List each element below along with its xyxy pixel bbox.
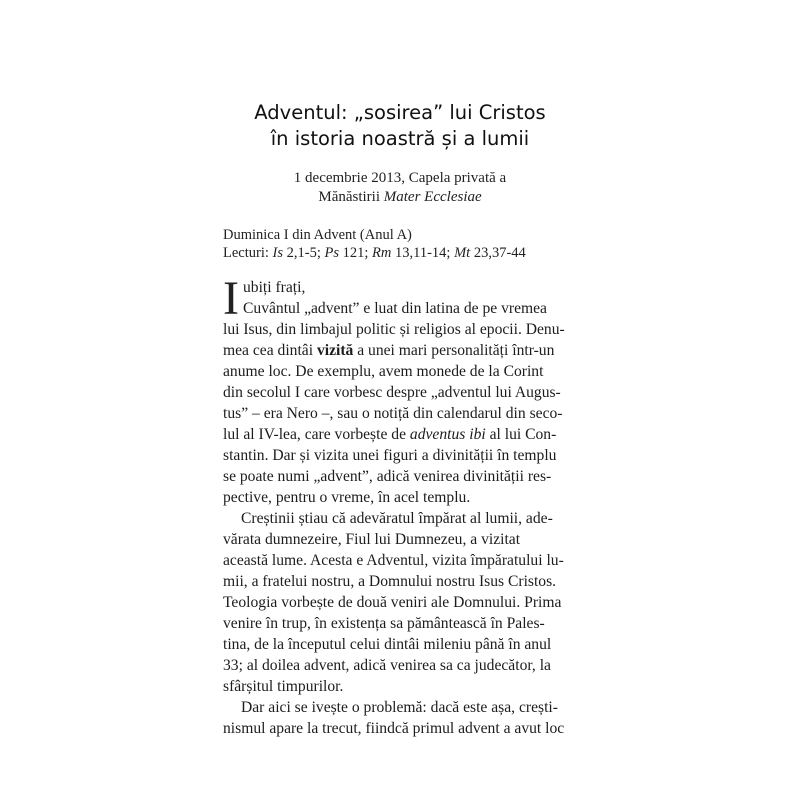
readings-line [223,245,526,262]
text: Cuvântul „advent” e luat din latina de pe vremea [243,300,547,317]
text: venire în trup, în existența sa pământească în Pales- [223,615,545,632]
italic-term: adventus ibi [409,426,486,443]
greeting: ubiți frați, [243,279,306,296]
text-line [223,613,577,634]
text-line [223,550,577,571]
text-line [223,340,577,361]
text-line [223,697,577,718]
text-line [223,277,577,298]
text-line [223,529,577,550]
text-run [223,424,556,445]
liturgical-sunday: Duminica I din Advent (Anul A) [223,227,412,243]
text-line [223,718,577,739]
text: stantin. Dar și vizita unei figuri a divinității în templu [223,447,557,464]
reading-ref: 13,11-14; [391,245,455,261]
text: mea cea dintâi [223,342,317,359]
text: mii, a fratelui nostru, a Domnului nostru Isus Cristos. [223,573,557,590]
text-line [223,403,577,424]
drop-cap: I [223,272,239,325]
text: se poate numi „advent”, adică venirea divinității res- [223,468,552,485]
text: 33; al doilea advent, adică venirea sa ca judecător, la [223,657,551,674]
text-line [223,634,577,655]
text-line [223,445,577,466]
text-run [223,340,554,361]
text: din secolul I care vorbesc despre „adventul lui Augus- [223,384,561,401]
text: al lui Con- [485,426,557,443]
homily-body [223,272,577,739]
text-line [223,592,577,613]
text: tus” – era Nero –, sau o notiță din calendarul din seco- [223,405,563,422]
text-line [223,676,577,697]
text: pective, pentru o vreme, în acel templu. [223,489,471,506]
text-line [223,319,577,340]
text: vărata dumnezeire, Fiul lui Dumnezeu, a vizitat [223,531,521,548]
text: a unei mari personalități într-un [353,342,555,359]
reading-book: Rm [372,245,392,261]
reading-book: Is [272,245,284,261]
date-place-line-1: 1 decembrie 2013, Capela privată a [293,170,507,186]
text-line [223,382,577,403]
place-text: Mănăstirii [318,189,384,205]
text-line [223,655,577,676]
text: nismul apare la trecut, fiindcă primul advent a avut loc [223,720,565,737]
text: Creștinii știau că adevăratul împărat al lumii, ade- [241,510,553,527]
reading-ref: 2,1-5; [283,245,325,261]
reading-ref: 23,37-44 [470,245,526,261]
text-line [223,361,577,382]
text: lui Isus, din limbajul politic și religios al epocii. Denu- [223,321,565,338]
chapter-title-line-2: în istoria noastră și a lumii [270,127,530,150]
text-line [223,424,577,445]
reading-ref: 121; [339,245,373,261]
text: Dar aici se ivește o problemă: dacă este așa, crești- [241,699,558,716]
text: tina, de la începutul celui dintâi mileniu până în anul [223,636,552,653]
place-italic: Mater Ecclesiae [383,189,482,205]
text-line [223,508,577,529]
reading-book: Ps [324,245,339,261]
chapter-title-line-1: Adventul: „sosirea” lui Cristos [254,101,546,124]
text-line [223,298,577,319]
text: anume loc. De exemplu, avem monede de la Corint [223,363,544,380]
text-line [223,571,577,592]
text: această lume. Acesta e Adventul, vizita împăratului lu- [223,552,564,569]
text-line [223,487,577,508]
text: lul al IV-lea, care vorbește de [223,426,410,443]
text: Teologia vorbește de două veniri ale Domnului. Prima [223,594,562,611]
bold-term: vizită [316,342,354,359]
readings-label: Lecturi: [223,245,273,261]
date-place-line-2 [0,189,800,206]
text-line [223,466,577,487]
text: sfârșitul timpurilor. [223,678,344,695]
reading-book: Mt [454,245,471,261]
